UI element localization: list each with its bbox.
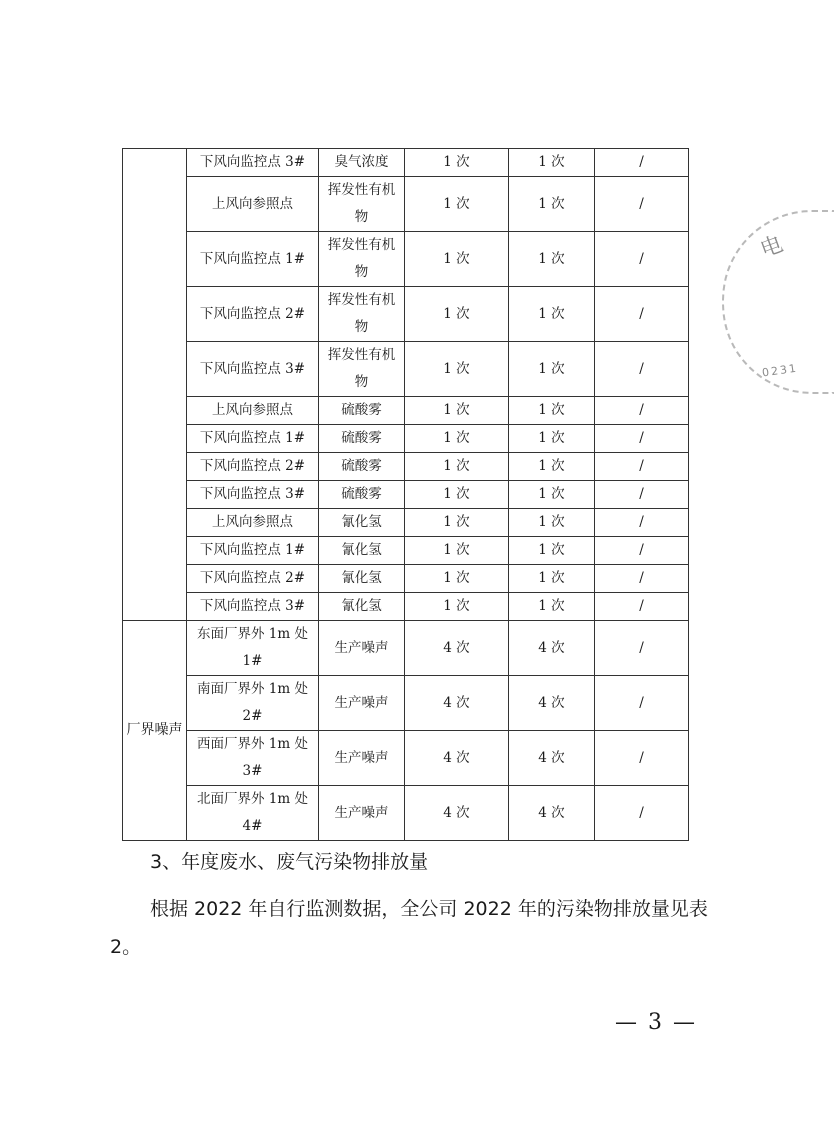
monitor-point: 下风向监控点 1# [187,425,319,453]
table-row [123,537,689,565]
table-row [123,786,689,841]
frequency: 1 次 [509,397,595,425]
table-row [123,177,689,232]
table-row [123,232,689,287]
note: / [595,481,689,509]
table-row [123,149,689,177]
frequency: 1 次 [509,342,595,397]
note: / [595,149,689,177]
category-cell: 厂界噪声 [123,621,187,841]
frequency: 1 次 [405,149,509,177]
note: / [595,676,689,731]
monitoring-table [122,148,689,841]
frequency: 1 次 [509,232,595,287]
frequency: 4 次 [509,786,595,841]
monitor-point: 上风向参照点 [187,509,319,537]
frequency: 1 次 [405,537,509,565]
frequency: 1 次 [509,453,595,481]
frequency: 4 次 [405,786,509,841]
monitor-item: 挥发性有机物 [319,342,405,397]
monitor-item: 生产噪声 [319,676,405,731]
table-row [123,287,689,342]
monitor-item: 氰化氢 [319,537,405,565]
monitor-point: 下风向监控点 3# [187,481,319,509]
frequency: 4 次 [509,621,595,676]
note: / [595,177,689,232]
table-row [123,621,689,676]
monitor-item: 生产噪声 [319,731,405,786]
monitor-item: 氰化氢 [319,565,405,593]
frequency: 1 次 [405,232,509,287]
monitor-point: 下风向监控点 3# [187,342,319,397]
monitor-point: 下风向监控点 3# [187,593,319,621]
section-heading: 3、年度废水、废气污染物排放量 [150,851,429,873]
table-row [123,731,689,786]
note: / [595,397,689,425]
frequency: 1 次 [405,177,509,232]
note: / [595,287,689,342]
monitor-point: 下风向监控点 1# [187,537,319,565]
monitor-point: 东面厂界外 1m 处 1# [187,621,319,676]
frequency: 1 次 [509,593,595,621]
monitor-point: 下风向监控点 3# [187,149,319,177]
monitor-point: 西面厂界外 1m 处 3# [187,731,319,786]
monitor-item: 挥发性有机物 [319,287,405,342]
monitor-item: 硫酸雾 [319,481,405,509]
monitor-point: 上风向参照点 [187,177,319,232]
note: / [595,537,689,565]
monitor-point: 下风向监控点 1# [187,232,319,287]
monitor-item: 硫酸雾 [319,397,405,425]
monitor-point: 北面厂界外 1m 处 4# [187,786,319,841]
table-row [123,565,689,593]
table-row [123,509,689,537]
frequency: 1 次 [405,565,509,593]
table-row [123,397,689,425]
frequency: 1 次 [405,509,509,537]
frequency: 1 次 [509,481,595,509]
monitor-item: 氰化氢 [319,593,405,621]
note: / [595,731,689,786]
frequency: 1 次 [509,509,595,537]
table-row [123,342,689,397]
monitor-item: 挥发性有机物 [319,177,405,232]
frequency: 1 次 [405,481,509,509]
frequency: 1 次 [509,177,595,232]
frequency: 4 次 [405,676,509,731]
frequency: 1 次 [509,565,595,593]
monitor-point: 下风向监控点 2# [187,565,319,593]
seal-digits: 0231 [761,361,799,380]
frequency: 1 次 [405,287,509,342]
monitor-point: 南面厂界外 1m 处 2# [187,676,319,731]
frequency: 4 次 [509,676,595,731]
frequency: 4 次 [405,621,509,676]
frequency: 1 次 [405,397,509,425]
frequency: 1 次 [509,287,595,342]
note: / [595,453,689,481]
page-number: — 3 — [615,1010,697,1035]
frequency: 1 次 [509,537,595,565]
body-paragraph: 根据 2022 年自行监测数据，全公司 2022 年的污染物排放量见表 2。 [110,898,708,958]
monitor-point: 上风向参照点 [187,397,319,425]
frequency: 4 次 [405,731,509,786]
note: / [595,565,689,593]
seal-char: 电 [757,231,787,263]
frequency: 1 次 [509,149,595,177]
note: / [595,232,689,287]
monitor-item: 硫酸雾 [319,425,405,453]
table-row [123,453,689,481]
monitor-item: 生产噪声 [319,786,405,841]
note: / [595,509,689,537]
frequency: 1 次 [405,342,509,397]
table-row [123,425,689,453]
frequency: 1 次 [405,425,509,453]
frequency: 1 次 [509,425,595,453]
frequency: 4 次 [509,731,595,786]
table-row [123,593,689,621]
note: / [595,342,689,397]
monitor-item: 挥发性有机物 [319,232,405,287]
note: / [595,786,689,841]
category-cell [123,149,187,621]
note: / [595,621,689,676]
note: / [595,425,689,453]
note: / [595,593,689,621]
monitor-item: 生产噪声 [319,621,405,676]
monitor-item: 硫酸雾 [319,453,405,481]
table-row [123,676,689,731]
monitor-point: 下风向监控点 2# [187,453,319,481]
company-seal [722,210,834,394]
frequency: 1 次 [405,453,509,481]
table-row [123,481,689,509]
frequency: 1 次 [405,593,509,621]
monitor-point: 下风向监控点 2# [187,287,319,342]
monitor-item: 氰化氢 [319,509,405,537]
monitor-item: 臭气浓度 [319,149,405,177]
